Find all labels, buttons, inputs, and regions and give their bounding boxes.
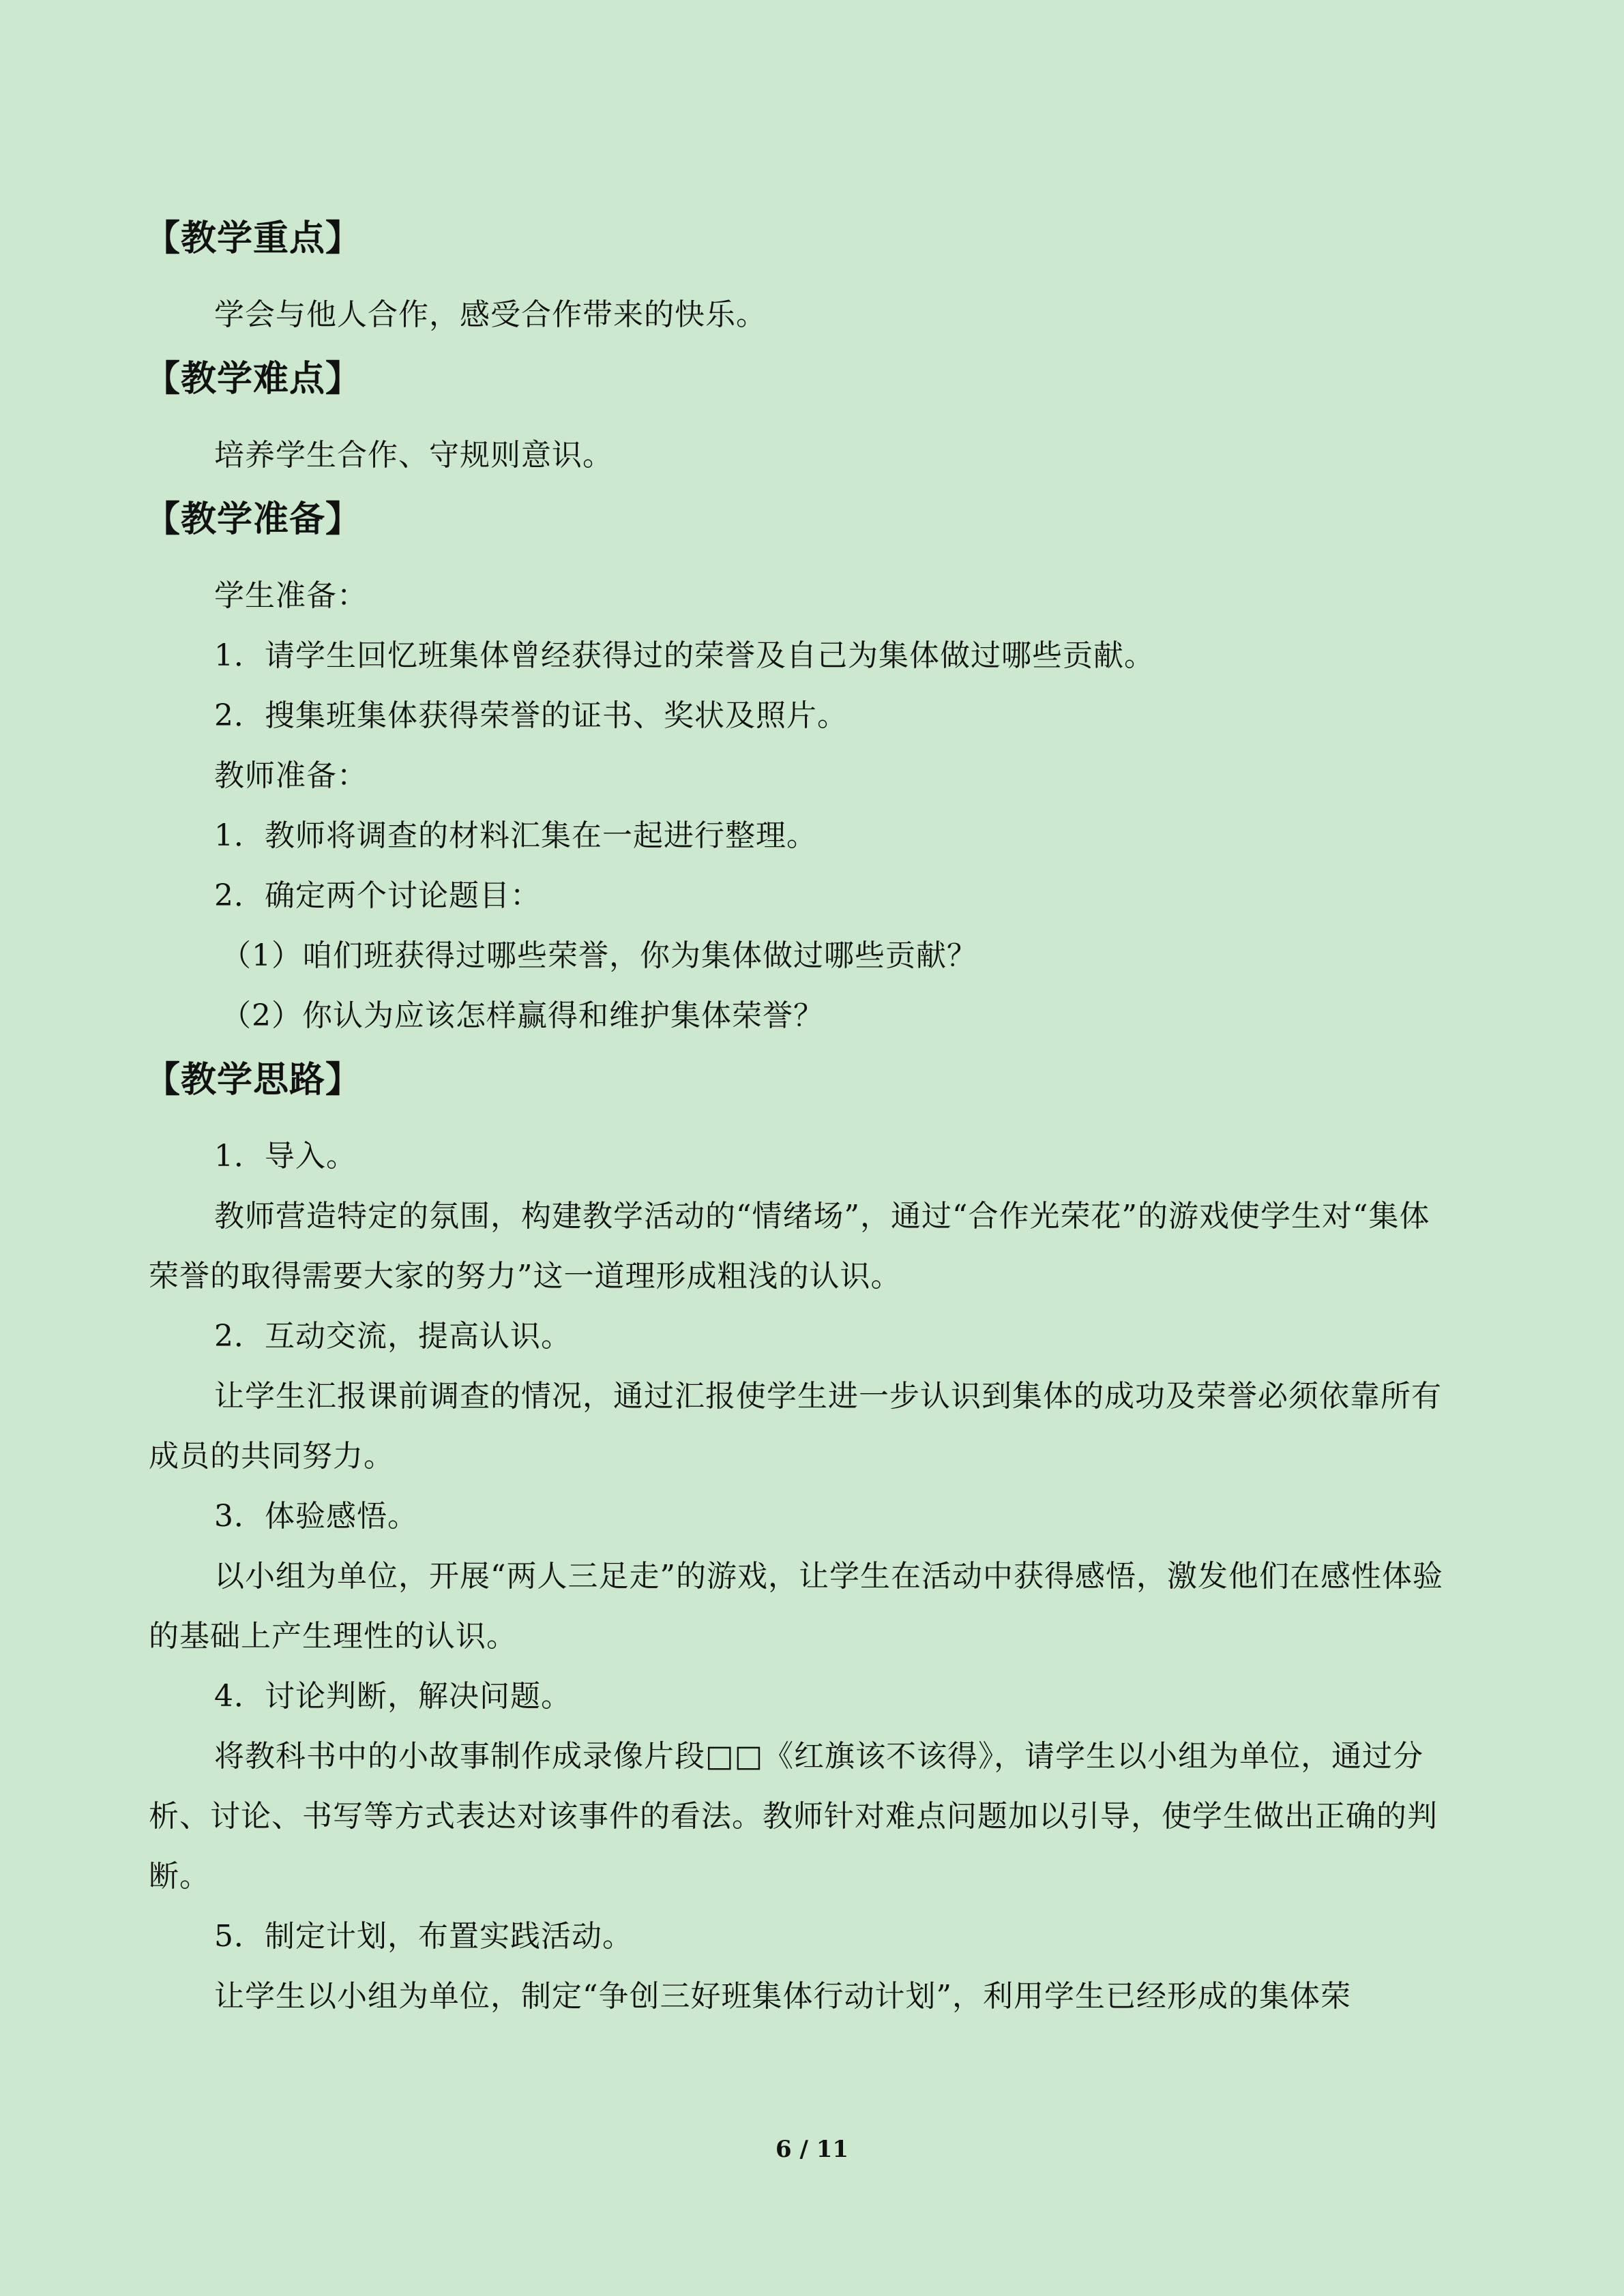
approach-step-title: 2．互动交流，提高认识。 [214,1319,572,1354]
approach-step-body: 将教科书中的小故事制作成录像片段□□《红旗该不该得》，请学生以小组为单位，通过分析、讨论、书写等方式表达对该事件的看法。教师针对难点问题加以引导，使学生做出正确的判断。 [149,1739,1438,1894]
heading-difficulties: 【教学难点】 [145,359,362,400]
document-body [145,205,1458,2027]
discussion-topic: （2）你认为应该怎样赢得和维护集体荣誉？ [221,998,824,1033]
approach-step-title: 4．讨论判断，解决问题。 [214,1679,572,1714]
teacher-preparation-item: 1．教师将调查的材料汇集在一起进行整理。 [214,818,817,853]
approach-step-body: 教师营造特定的氛围，构建教学活动的“情绪场”，通过“合作光荣花”的游戏使学生对“集体荣誉的取得需要大家的努力”这一道理形成粗浅的认识。 [149,1199,1430,1294]
difficulties-text: 培养学生合作、守规则意识。 [214,438,613,473]
heading-key-points: 【教学重点】 [145,218,362,259]
page-number: 6 / 11 [775,2136,849,2163]
student-preparation-item: 1．请学生回忆班集体曾经获得过的荣誉及自己为集体做过哪些贡献。 [214,638,1155,673]
key-points-text: 学会与他人合作，感受合作带来的快乐。 [214,297,767,332]
approach-step-title: 5．制定计划，布置实践活动。 [214,1919,633,1954]
approach-step-body: 以小组为单位，开展“两人三足走”的游戏，让学生在活动中获得感悟，激发他们在感性体验的基础上产生理性的认识。 [149,1559,1443,1654]
student-preparation-label: 学生准备： [214,578,368,613]
approach-step-title: 1．导入。 [214,1139,357,1174]
student-preparation-item: 2．搜集班集体获得荣誉的证书、奖状及照片。 [214,698,848,733]
heading-approach: 【教学思路】 [145,1060,362,1101]
teacher-preparation-item: 2．确定两个讨论题目： [214,878,541,913]
heading-preparation: 【教学准备】 [145,499,362,540]
teacher-preparation-label: 教师准备： [214,758,368,793]
discussion-topic: （1）咱们班获得过哪些荣誉，你为集体做过哪些贡献？ [221,938,977,973]
approach-step-title: 3．体验感悟。 [214,1499,418,1534]
approach-step-body: 让学生以小组为单位，制定“争创三好班集体行动计划”，利用学生已经形成的集体荣 [214,1979,1351,2014]
approach-step-body: 让学生汇报课前调查的情况，通过汇报使学生进一步认识到集体的成功及荣誉必须依靠所有成员的共同努力。 [149,1379,1442,1474]
